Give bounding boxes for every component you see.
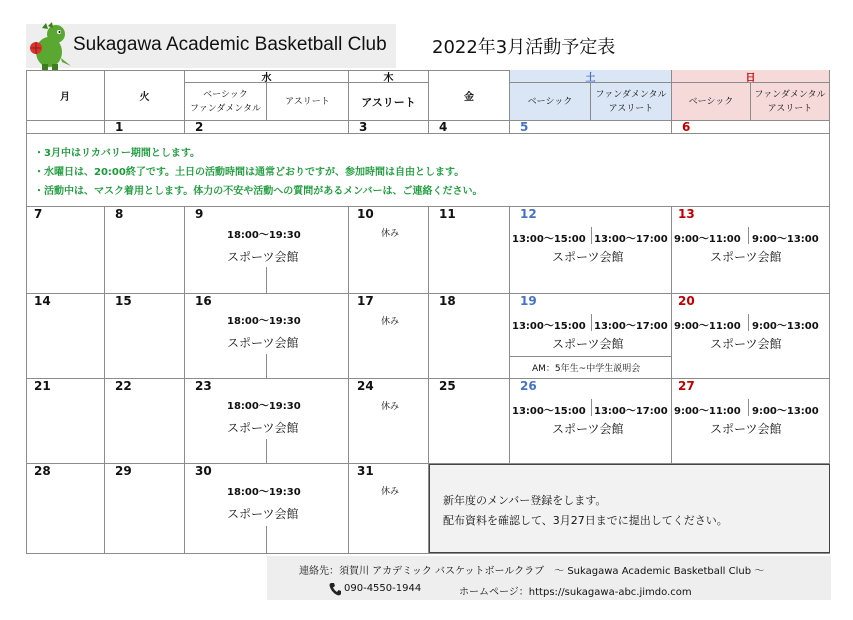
sat-venue: スポーツ会館 — [552, 422, 624, 436]
w2-mon — [26, 207, 105, 294]
sat-split — [591, 314, 592, 331]
sat-fundamental-label: ファンダメンタル — [595, 89, 667, 100]
sun-time-2: 9:00～13:00 — [752, 234, 819, 245]
wed-time: 18:00～19:30 — [227, 401, 301, 412]
w2-tue — [105, 207, 185, 294]
wed-split — [266, 526, 267, 554]
w2-thu — [349, 207, 429, 294]
header-fri: 金 — [429, 70, 510, 121]
day-number: 13 — [678, 207, 695, 221]
day-number: 7 — [34, 207, 43, 221]
sun-time-1: 9:00～11:00 — [674, 234, 741, 245]
thu-rest: 休み — [381, 402, 400, 412]
day-number: 30 — [195, 464, 212, 478]
header-thu: 木 — [349, 70, 429, 83]
notes-row — [26, 134, 830, 207]
wed-time: 18:00～19:30 — [227, 316, 301, 327]
header-tue: 火 — [105, 70, 185, 121]
w4-fri — [429, 379, 510, 464]
sat-venue: スポーツ会館 — [552, 337, 624, 351]
day-number: 15 — [115, 294, 132, 308]
header-sat: 土 — [510, 70, 672, 83]
day-number: 9 — [195, 207, 204, 221]
w4-thu — [349, 379, 429, 464]
header-sat-fundamental — [591, 83, 672, 121]
w5-thu — [349, 464, 429, 554]
sun-split — [748, 314, 749, 331]
w5-wed — [185, 464, 349, 554]
day-number: 25 — [439, 379, 456, 393]
sat-time-1: 13:00～15:00 — [512, 234, 586, 245]
header-sun-basic: ベーシック — [672, 83, 751, 121]
dinosaur-mascot-logo — [28, 22, 72, 72]
day-number: 14 — [34, 294, 51, 308]
sat-event: AM：5年生~中学生説明会 — [532, 364, 641, 374]
wed-venue: スポーツ会館 — [227, 250, 299, 264]
w4-sat — [510, 379, 672, 464]
schedule-title: 2022年3月活動予定表 — [432, 37, 616, 58]
w3-sat — [510, 294, 672, 379]
wed-split — [266, 354, 267, 379]
w2-fri — [429, 207, 510, 294]
w1-sat — [510, 121, 672, 134]
footer-contact: 連絡先：須賀川 アカデミック バスケットボールクラブ ～ Sukagawa Academic Basketball Club ～ — [299, 566, 765, 577]
sat-time-1: 13:00～15:00 — [512, 406, 586, 417]
day-number: 6 — [682, 120, 691, 134]
header-sun-fundamental — [751, 83, 830, 121]
w5-tue — [105, 464, 185, 554]
sun-time-1: 9:00～11:00 — [674, 321, 741, 332]
day-number: 20 — [678, 294, 695, 308]
footer — [267, 556, 831, 600]
day-number: 24 — [357, 379, 374, 393]
day-number: 18 — [439, 294, 456, 308]
sat-time-1: 13:00～15:00 — [512, 321, 586, 332]
sun-split — [748, 399, 749, 416]
day-number: 19 — [520, 294, 537, 308]
day-number: 5 — [520, 120, 529, 134]
w1-wed — [185, 121, 349, 134]
w2-wed — [185, 207, 349, 294]
w3-fri — [429, 294, 510, 379]
day-number: 28 — [34, 464, 51, 478]
day-number: 12 — [520, 207, 537, 221]
day-number: 11 — [439, 207, 456, 221]
day-number: 21 — [34, 379, 51, 393]
w2-sat — [510, 207, 672, 294]
wed-split — [266, 439, 267, 464]
day-number: 3 — [359, 120, 368, 134]
announcement-box — [429, 464, 830, 553]
sat-athlete-label: アスリート — [608, 103, 654, 114]
day-number: 2 — [195, 120, 204, 134]
w1-fri — [429, 121, 510, 134]
wed-venue: スポーツ会館 — [227, 336, 299, 350]
w1-thu — [349, 121, 429, 134]
header-sat-basic: ベーシック — [510, 83, 591, 121]
sun-venue: スポーツ会館 — [710, 337, 782, 351]
w4-sun — [672, 379, 830, 464]
day-number: 31 — [357, 464, 374, 478]
day-number: 1 — [115, 120, 124, 134]
sat-event-box — [510, 356, 671, 378]
day-number: 10 — [357, 207, 374, 221]
header-wed-basic — [185, 83, 267, 121]
w2-sun — [672, 207, 830, 294]
sun-split — [748, 227, 749, 244]
day-number: 17 — [357, 294, 374, 308]
sun-athlete-label: アスリート — [767, 103, 813, 114]
w1-mon — [26, 121, 105, 134]
club-name: Sukagawa Academic Basketball Club — [73, 34, 387, 55]
announcement-line-2: 配布資料を確認して、3月27日までに提出してください。 — [443, 514, 728, 527]
note-wednesday: ・水曜日は、20:00終了です。土日の活動時間は通常どおりですが、参加時間は自由とします。 — [34, 167, 465, 178]
wed-basic-label: ベーシック — [203, 89, 248, 100]
w3-thu — [349, 294, 429, 379]
w1-sun — [672, 121, 830, 134]
day-number: 26 — [520, 379, 537, 393]
w4-wed — [185, 379, 349, 464]
sun-time-2: 9:00～13:00 — [752, 321, 819, 332]
day-number: 29 — [115, 464, 132, 478]
header-wed: 水 — [185, 70, 349, 83]
sat-split — [591, 399, 592, 416]
wed-venue: スポーツ会館 — [227, 421, 299, 435]
w1-tue — [105, 121, 185, 134]
sun-time-1: 9:00～11:00 — [674, 406, 741, 417]
header-sun: 日 — [672, 70, 830, 83]
sat-time-2: 13:00～17:00 — [594, 234, 668, 245]
sun-venue: スポーツ会館 — [710, 422, 782, 436]
w3-mon — [26, 294, 105, 379]
sat-split — [591, 227, 592, 244]
w3-tue — [105, 294, 185, 379]
note-mask: ・活動中は、マスク着用とします。体力の不安や活動への質問があるメンバーは、ご連絡ください。 — [34, 186, 483, 197]
announcement-line-1: 新年度のメンバー登録をします。 — [443, 494, 607, 507]
phone-icon — [329, 582, 341, 596]
thu-rest: 休み — [381, 229, 400, 239]
day-number: 16 — [195, 294, 212, 308]
thu-rest: 休み — [381, 317, 400, 327]
sun-time-2: 9:00～13:00 — [752, 406, 819, 417]
day-number: 8 — [115, 207, 124, 221]
footer-homepage: ホームページ：https://sukagawa-abc.jimdo.com — [459, 587, 692, 598]
wed-time: 18:00～19:30 — [227, 487, 301, 498]
footer-phone: 090-4550-1944 — [344, 583, 422, 594]
wed-split — [266, 267, 267, 294]
header-wed-athlete: アスリート — [267, 83, 349, 121]
note-recovery: ・3月中はリカバリー期間とします。 — [34, 148, 201, 159]
wed-fundamental-label: ファンダメンタル — [189, 103, 262, 114]
header-mon: 月 — [26, 70, 105, 121]
day-number: 4 — [439, 120, 448, 134]
wed-venue: スポーツ会館 — [227, 507, 299, 521]
header-thu-athlete: アスリート — [349, 83, 429, 121]
w4-mon — [26, 379, 105, 464]
wed-time: 18:00～19:30 — [227, 230, 301, 241]
sun-fundamental-label: ファンダメンタル — [754, 89, 826, 100]
day-number: 27 — [678, 379, 695, 393]
sat-venue: スポーツ会館 — [552, 250, 624, 264]
day-number: 22 — [115, 379, 132, 393]
sat-time-2: 13:00～17:00 — [594, 406, 668, 417]
sun-venue: スポーツ会館 — [710, 250, 782, 264]
sat-time-2: 13:00～17:00 — [594, 321, 668, 332]
thu-rest: 休み — [381, 487, 400, 497]
w3-wed — [185, 294, 349, 379]
w3-sun — [672, 294, 830, 379]
w5-mon — [26, 464, 105, 554]
calendar-grid — [26, 70, 830, 554]
w4-tue — [105, 379, 185, 464]
day-number: 23 — [195, 379, 212, 393]
